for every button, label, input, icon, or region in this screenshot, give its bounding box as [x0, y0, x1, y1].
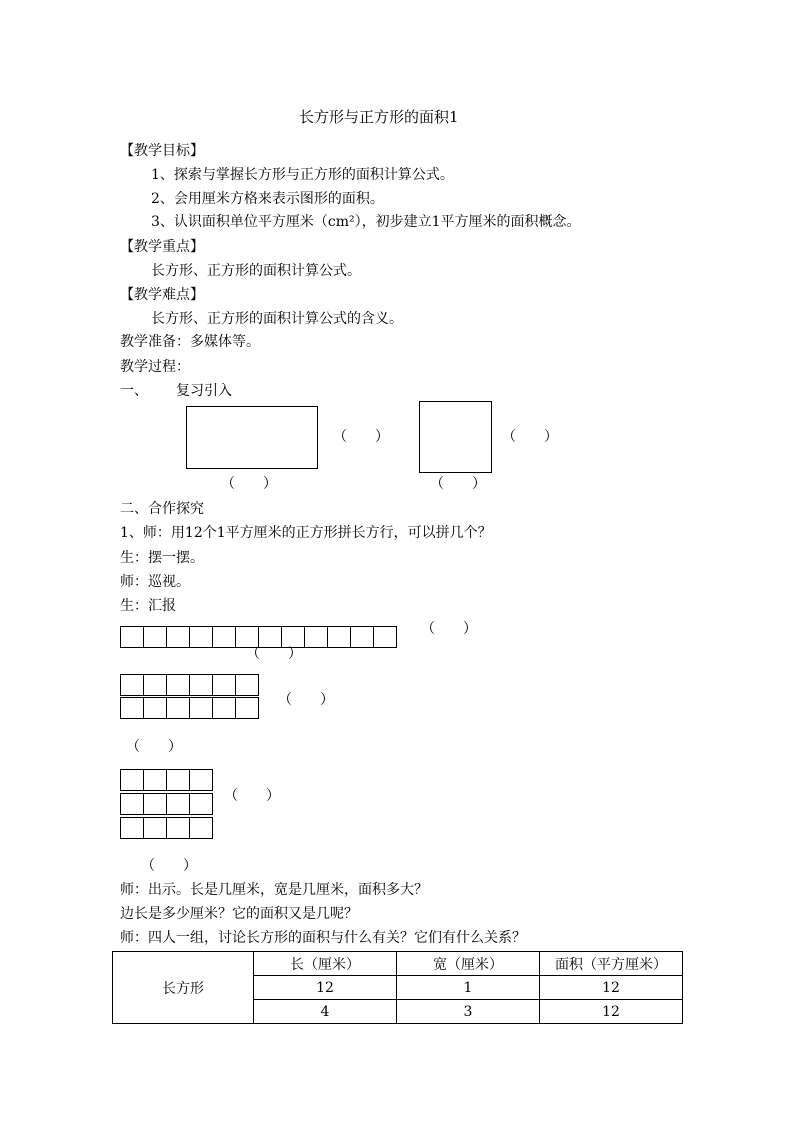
grid-cell — [212, 674, 236, 696]
grid-cell — [143, 697, 167, 719]
grid-cell — [189, 674, 213, 696]
grid-cell — [189, 793, 213, 815]
grid-cell — [235, 697, 259, 719]
grid-cell — [120, 626, 144, 648]
table-cell: 12 — [254, 976, 397, 1000]
grid-cell — [120, 769, 144, 791]
table-header-area: 面积（平方厘米） — [540, 952, 683, 976]
grid-cell — [120, 697, 144, 719]
goal-item-2: 2、会用厘米方格来表示图形的面积。 — [151, 191, 384, 207]
grid-cell — [120, 793, 144, 815]
grid-cell — [189, 817, 213, 839]
grid-4x3-row-2 — [120, 793, 212, 815]
grid-cell — [327, 626, 351, 648]
line-3: 师：巡视。 — [120, 574, 190, 590]
table-cell: 12 — [540, 1000, 683, 1024]
difficulties-heading: 【教学难点】 — [120, 287, 204, 303]
grid-6x2-row-2 — [120, 697, 258, 719]
process-label: 教学过程： — [120, 359, 190, 375]
grid-cell — [189, 769, 213, 791]
table-cell: 3 — [397, 1000, 540, 1024]
grid-cell — [143, 817, 167, 839]
later-line-1: 师：出示。长是几厘米，宽是几厘米，面积多大？ — [120, 882, 428, 898]
line-1: 1、师：用12个1平方厘米的正方形拼长方行，可以拼几个？ — [120, 525, 492, 541]
grid-cell — [166, 769, 190, 791]
table-row-label: 长方形 — [113, 952, 254, 1024]
section1-title: 复习引入 — [176, 383, 232, 399]
grid-cell — [120, 674, 144, 696]
grid-6x2-side-blank: （ ） — [278, 692, 334, 708]
key-points-heading: 【教学重点】 — [120, 239, 204, 255]
key-points-text: 长方形、正方形的面积计算公式。 — [151, 263, 361, 279]
section1-number: 一、 — [120, 383, 148, 399]
grid-6x2-bottom-blank: （ ） — [126, 739, 182, 755]
table-cell: 4 — [254, 1000, 397, 1024]
grid-cell — [235, 674, 259, 696]
grid-cell — [143, 674, 167, 696]
section2-title: 二、合作探究 — [120, 501, 204, 517]
table-cell: 12 — [540, 976, 683, 1000]
area-table — [112, 951, 683, 1024]
grid-4x3-row-3 — [120, 817, 212, 839]
line-2: 生：摆一摆。 — [120, 550, 204, 566]
goal-item-3: 3、认识面积单位平方厘米（cm²），初步建立1平方厘米的面积概念。 — [151, 214, 581, 230]
grid-4x3-row-1 — [120, 769, 212, 791]
table-header-length: 长（厘米） — [254, 952, 397, 976]
table-cell: 1 — [397, 976, 540, 1000]
grid-cell — [189, 697, 213, 719]
line-4: 生：汇报 — [120, 598, 176, 614]
table-header-width: 宽（厘米） — [397, 952, 540, 976]
grid-cell — [166, 674, 190, 696]
goal-item-1: 1、探索与掌握长方形与正方形的面积计算公式。 — [151, 167, 454, 183]
grid-12x1-side-blank: （ ） — [421, 621, 477, 637]
difficulties-text: 长方形、正方形的面积计算公式的含义。 — [151, 311, 403, 327]
grid-cell — [373, 626, 397, 648]
grid-cell — [166, 817, 190, 839]
review-square — [419, 401, 492, 473]
grid-cell — [166, 793, 190, 815]
grid-12x1-bottom-blank: （ ） — [246, 646, 302, 662]
grid-cell — [212, 697, 236, 719]
grid-cell — [350, 626, 374, 648]
grid-cell — [143, 793, 167, 815]
grid-cell — [304, 626, 328, 648]
table-header-row — [113, 952, 683, 976]
grid-6x2-row-1 — [120, 674, 258, 696]
square-bottom-blank: （ ） — [430, 476, 486, 492]
later-line-3: 师：四人一组，讨论长方形的面积与什么有关？它们有什么关系？ — [120, 930, 526, 946]
grid-cell — [166, 626, 190, 648]
later-line-2: 边长是多少厘米？它的面积又是几呢？ — [120, 906, 358, 922]
square-side-blank: （ ） — [502, 429, 558, 445]
grid-cell — [143, 626, 167, 648]
rectangle-side-blank: （ ） — [333, 429, 389, 445]
grid-cell — [143, 769, 167, 791]
grid-cell — [166, 697, 190, 719]
grid-4x3-side-blank: （ ） — [224, 788, 280, 804]
page-title: 长方形与正方形的面积1 — [299, 108, 459, 126]
grid-cell — [120, 817, 144, 839]
grid-4x3-bottom-blank: （ ） — [141, 858, 197, 874]
goals-heading: 【教学目标】 — [120, 143, 204, 159]
grid-cell — [212, 626, 236, 648]
grid-cell — [189, 626, 213, 648]
preparation-text: 教学准备：多媒体等。 — [120, 334, 260, 350]
rectangle-bottom-blank: （ ） — [221, 476, 277, 492]
review-rectangle — [186, 406, 318, 469]
